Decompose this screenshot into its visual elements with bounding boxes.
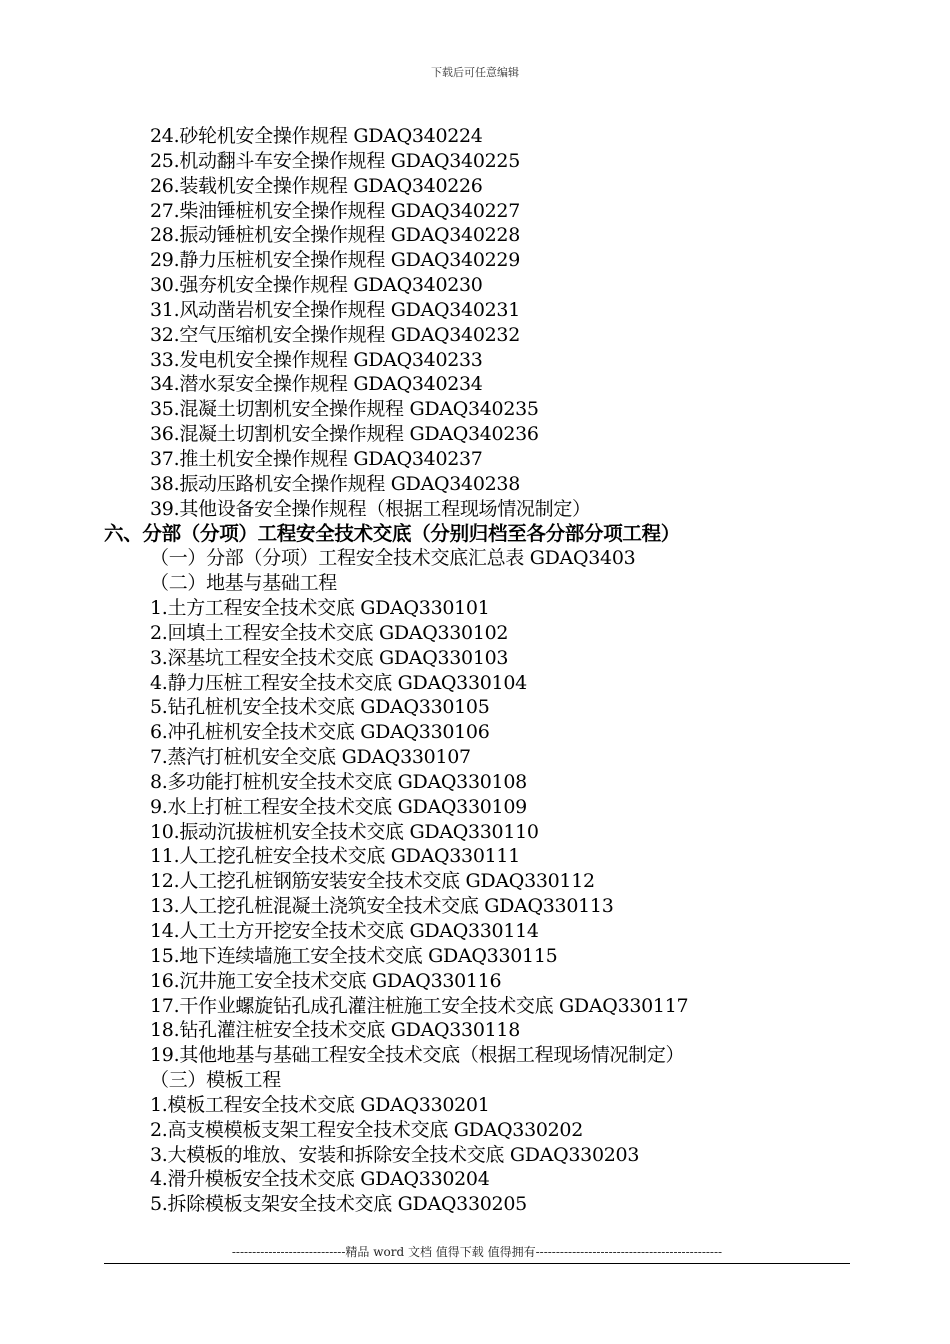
list-item: 15.地下连续墙施工安全技术交底 GDAQ330115 [150,944,558,967]
list-item: 35.混凝土切割机安全操作规程 GDAQ340235 [150,398,539,421]
list-item: 34.潜水泵安全操作规程 GDAQ340234 [150,373,483,396]
subsection-heading: （二）地基与基础工程 [150,572,338,595]
list-item: 27.柴油锤桩机安全操作规程 GDAQ340227 [150,199,520,222]
page-header: 下载后可任意编辑 [431,66,519,79]
document-body [0,124,950,1217]
list-item: 30.强夯机安全操作规程 GDAQ340230 [150,274,483,297]
list-item: 28.振动锤桩机安全操作规程 GDAQ340228 [150,224,520,247]
list-item: 4.静力压桩工程安全技术交底 GDAQ330104 [150,671,527,694]
list-item: 26.装载机安全操作规程 GDAQ340226 [150,174,483,197]
list-item: 37.推土机安全操作规程 GDAQ340237 [150,447,483,470]
list-item: 1.土方工程安全技术交底 GDAQ330101 [150,597,490,620]
list-item: 38.振动压路机安全操作规程 GDAQ340238 [150,472,520,495]
list-item: 7.蒸汽打桩机安全交底 GDAQ330107 [150,746,471,769]
list-item: 36.混凝土切割机安全操作规程 GDAQ340236 [150,423,539,446]
list-item: 13.人工挖孔桩混凝土浇筑安全技术交底 GDAQ330113 [150,895,614,918]
list-item: 16.沉井施工安全技术交底 GDAQ330116 [150,969,502,992]
list-item: 12.人工挖孔桩钢筋安装安全技术交底 GDAQ330112 [150,870,595,893]
list-item: 1.模板工程安全技术交底 GDAQ330201 [150,1093,490,1116]
list-item: 4.滑升模板安全技术交底 GDAQ330204 [150,1168,490,1191]
list-item: 10.振动沉拔桩机安全技术交底 GDAQ330110 [150,820,539,843]
list-item: 8.多功能打桩机安全技术交底 GDAQ330108 [150,770,527,793]
list-item: 24.砂轮机安全操作规程 GDAQ340224 [150,125,483,147]
list-item: 3.大模板的堆放、安装和拆除安全技术交底 GDAQ330203 [150,1143,640,1166]
list-item: 11.人工挖孔桩安全技术交底 GDAQ330111 [150,845,520,868]
list-item: 5.拆除模板支架安全技术交底 GDAQ330205 [150,1193,527,1216]
page-footer: ----------------------------精品 word 文档 值得下载 值得拥有---------------------------------------------- [231,1245,723,1259]
list-item: 9.水上打桩工程安全技术交底 GDAQ330109 [150,795,527,818]
list-item: 29.静力压桩机安全操作规程 GDAQ340229 [150,249,520,272]
list-item: 2.回填土工程安全技术交底 GDAQ330102 [150,621,509,644]
list-item: 5.钻孔桩机安全技术交底 GDAQ330105 [150,696,490,719]
subsection-heading: （三）模板工程 [150,1069,281,1092]
list-item: 18.钻孔灌注桩安全技术交底 GDAQ330118 [150,1019,520,1042]
list-item: 25.机动翻斗车安全操作规程 GDAQ340225 [150,149,520,172]
list-item: 17.干作业螺旋钻孔成孔灌注桩施工安全技术交底 GDAQ330117 [150,994,689,1017]
list-item: 33.发电机安全操作规程 GDAQ340233 [150,348,483,371]
list-item: 2.高支模模板支架工程安全技术交底 GDAQ330202 [150,1118,584,1141]
list-item: 19.其他地基与基础工程安全技术交底（根据工程现场情况制定） [150,1044,685,1067]
list-item: 32.空气压缩机安全操作规程 GDAQ340232 [150,323,520,346]
list-item: 6.冲孔桩机安全技术交底 GDAQ330106 [150,721,490,744]
footer-rule [104,1263,850,1264]
list-item: 39.其他设备安全操作规程（根据工程现场情况制定） [150,497,591,520]
list-item: 31.风动凿岩机安全操作规程 GDAQ340231 [150,298,520,321]
subsection-heading: （一）分部（分项）工程安全技术交底汇总表 GDAQ3403 [150,547,636,570]
list-item: 3.深基坑工程安全技术交底 GDAQ330103 [150,646,509,669]
list-item: 14.人工土方开挖安全技术交底 GDAQ330114 [150,920,539,942]
section-heading: 六、分部（分项）工程安全技术交底（分别归档至各分部分项工程） [104,521,681,545]
